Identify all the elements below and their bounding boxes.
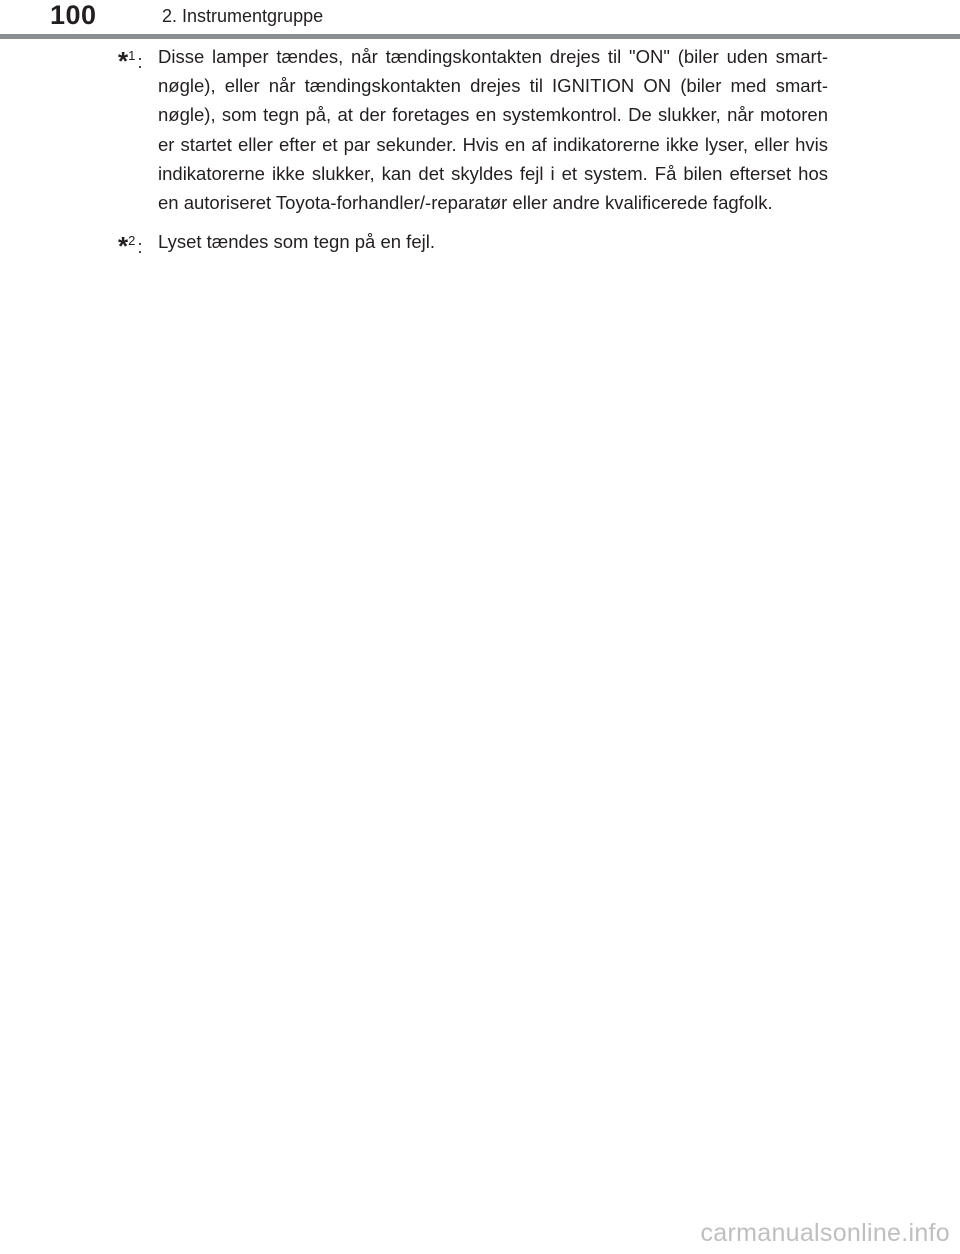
footnote-text: Disse lamper tændes, når tændingskontakten drejes til "ON" (biler uden smart-nøgle), eller når tændingskontakten drejes til IGNITION ON (biler med smart-nøgle), som tegn på, at der foretages en systemkontrol. De slukker, når motoren er startet eller efter et par sekunder. Hvis en af indikatorerne ikke lyser, eller hvis indikatorerne ikke slukker, kan det skyldes fejl i et system. Få bilen efterset hos en autoriseret Toyota-forhandler/-reparatør eller andre kvalificerede fagfolk. <box>158 46 828 214</box>
section-title: 2. Instrumentgruppe <box>162 6 324 26</box>
header-rule <box>0 34 960 39</box>
footnote-text: Lyset tændes som tegn på en fejl. <box>158 231 435 253</box>
footnote-index: 2 <box>128 233 136 249</box>
page-number: 100 <box>50 0 97 30</box>
watermark: carmanualsonline.info <box>700 1219 950 1247</box>
footnote-marker <box>118 227 143 261</box>
footnotes <box>118 42 828 266</box>
page-header <box>0 0 960 40</box>
asterisk-symbol: * <box>118 46 129 77</box>
footnote-marker <box>118 42 143 76</box>
asterisk-symbol: * <box>118 231 129 262</box>
footnote-1 <box>118 42 828 217</box>
footnote-index: 1 <box>128 48 136 63</box>
footnote-colon: : <box>137 236 143 258</box>
footnote-colon: : <box>137 51 143 73</box>
footnote-2 <box>118 227 828 262</box>
